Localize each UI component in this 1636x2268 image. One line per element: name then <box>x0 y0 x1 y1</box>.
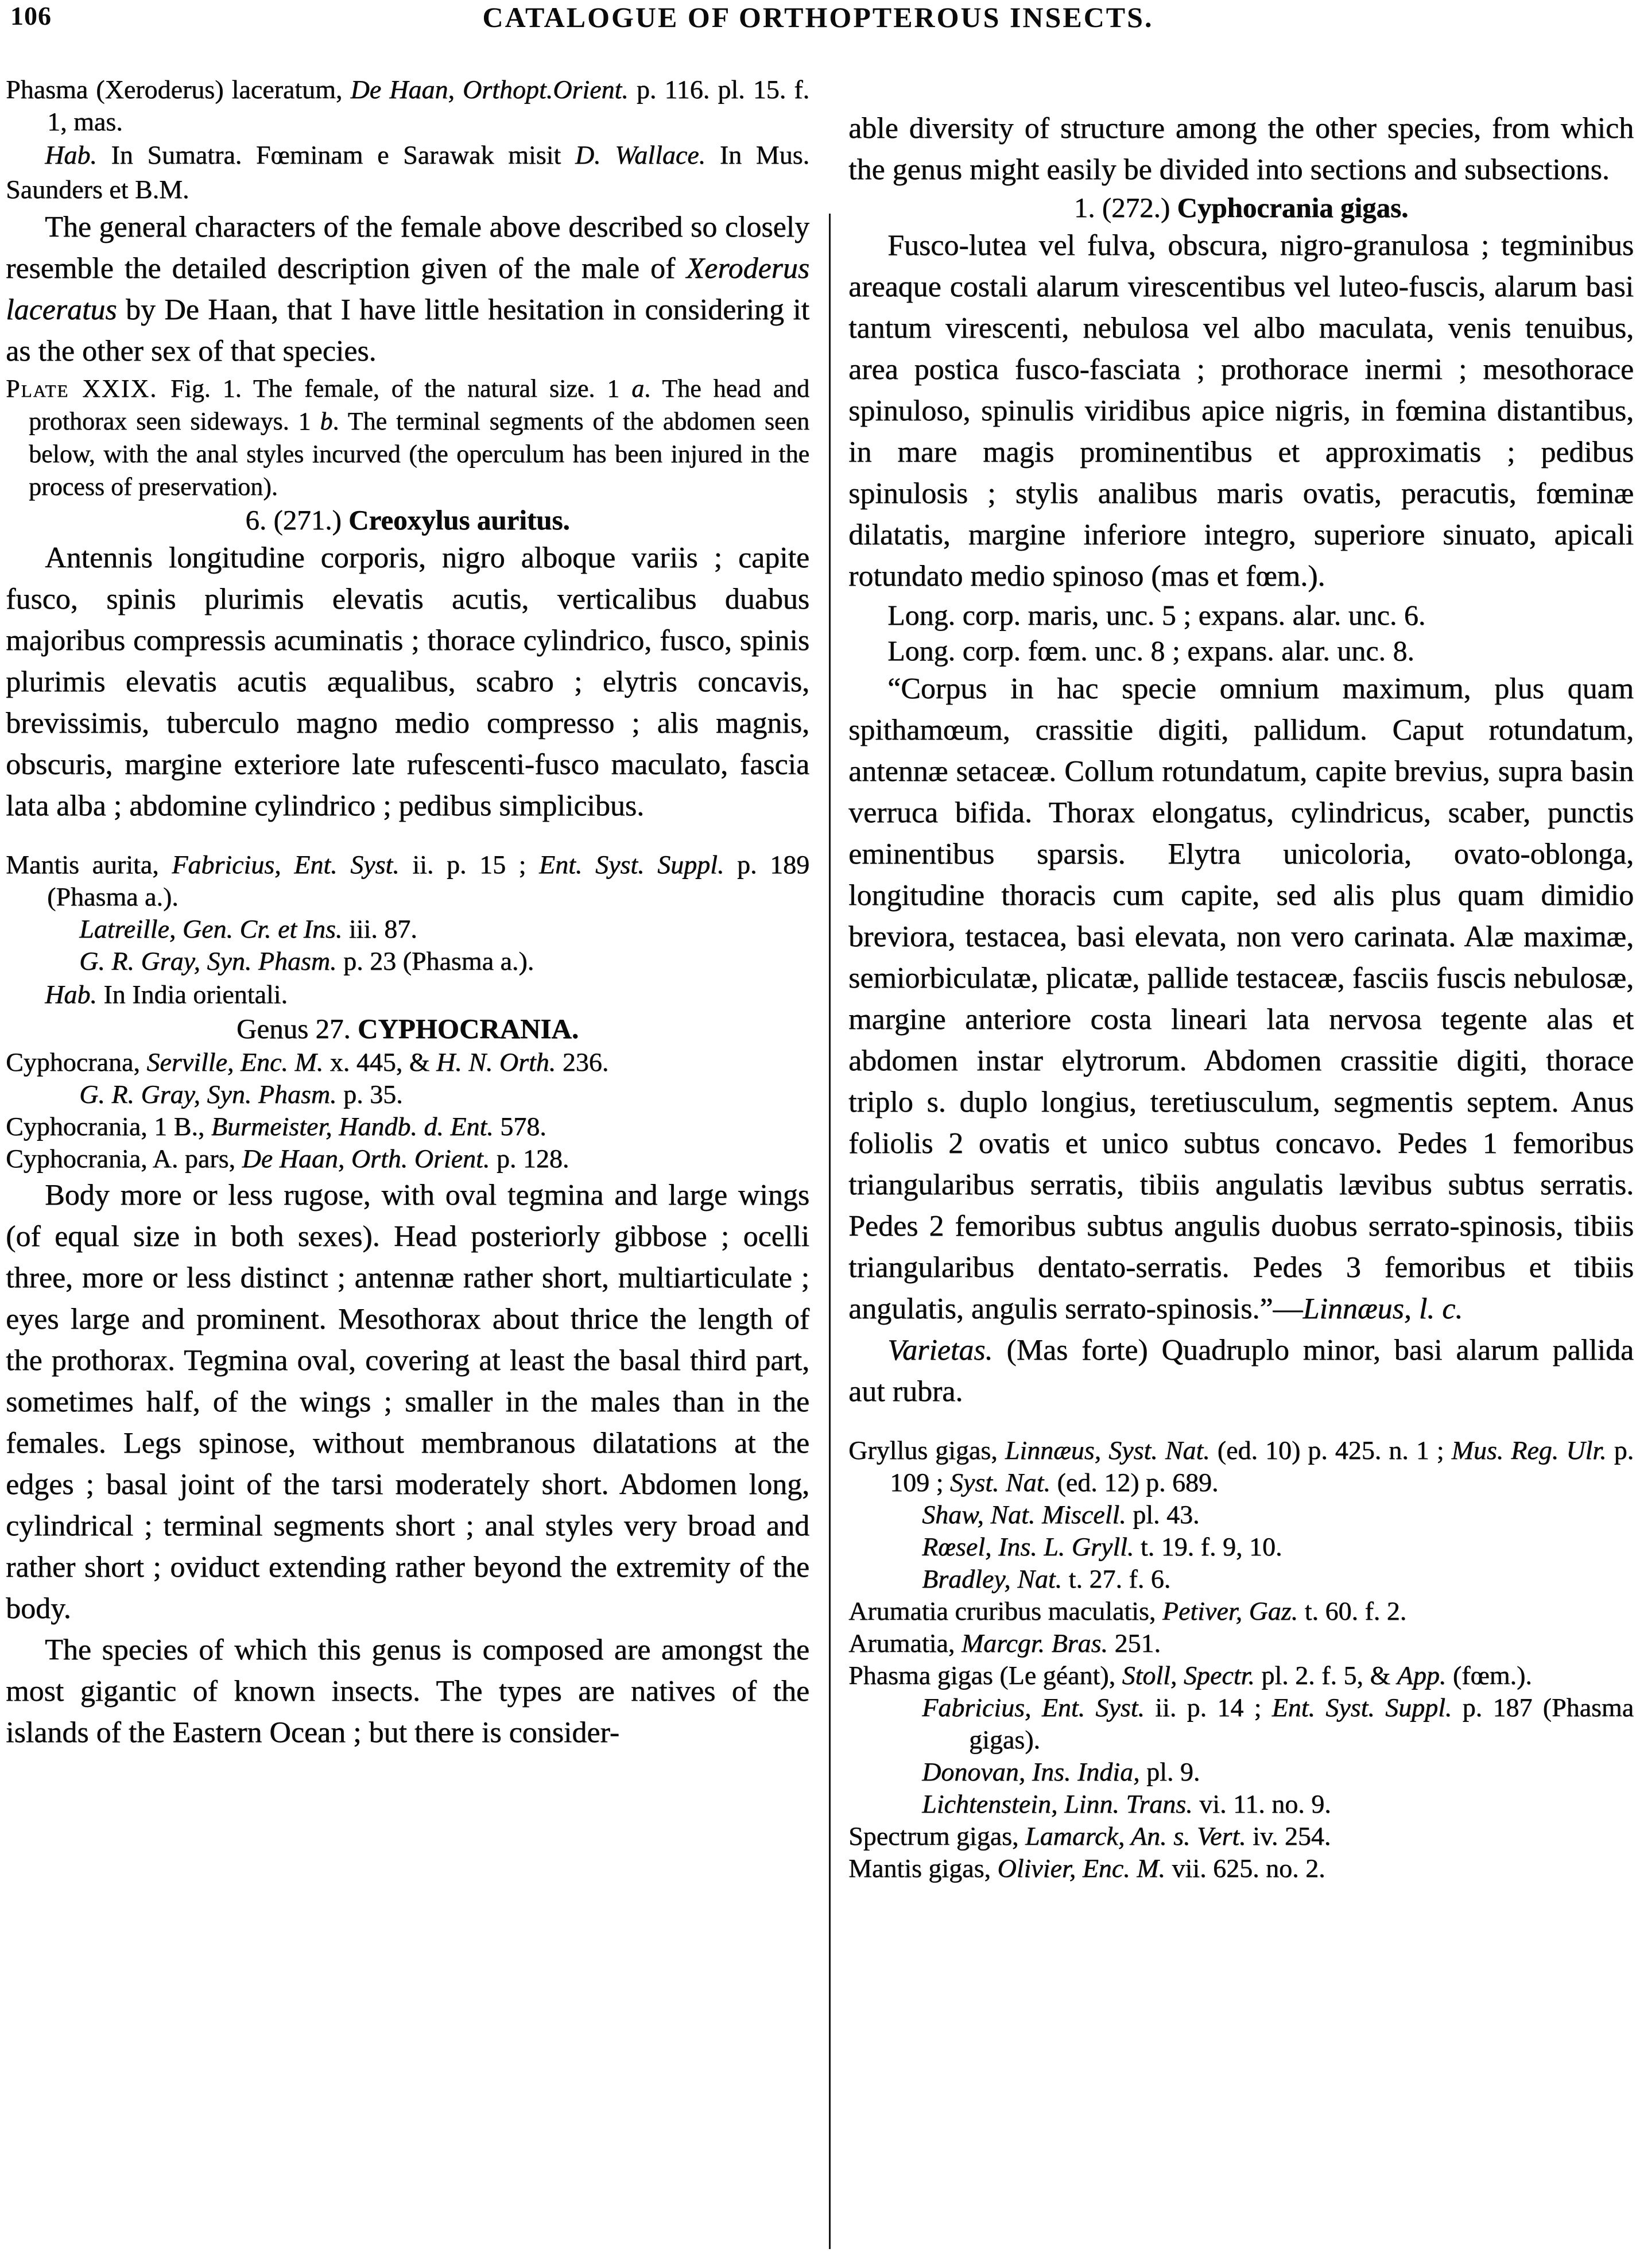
sub-reference-entry: Lichtenstein, Linn. Trans. vi. 11. no. 9. <box>922 1789 1331 1818</box>
right-column <box>848 73 1634 1884</box>
reference-entry: Phasma gigas (Le géant), Stoll, Spectr. pl. 2. f. 5, & App. (fœm.). <box>848 1661 1532 1690</box>
paragraph: Antennis longitudine corporis, nigro alboque variis ; capite fusco, spinis plurimis elevatis acutis, verticalibus duabus majoribus compressis acuminatis ; thorace cylindrico, fusco, spinis plurimis elevatis acutis æqualibus, scabro ; elytris concavis, brevissimis, tuberculo magno medio compresso ; alis magnis, obscuris, margine exteriore late rufescenti-fusco maculato, fascia lata alba ; abdomine cylindrico ; pedibus simplicibus. <box>6 541 809 822</box>
heading-taxon: CYPHOCRANIA. <box>357 1013 579 1044</box>
sub-reference-entry: G. R. Gray, Syn. Phasm. p. 23 (Phasma a.). <box>79 946 534 976</box>
reference-entry: Cyphocrania, 1 B., Burmeister, Handb. d. Ent. 578. <box>6 1112 546 1141</box>
sub-reference-entry: Donovan, Ins. India, pl. 9. <box>922 1757 1200 1786</box>
reference-entry: Phasma (Xeroderus) laceratum, De Haan, Orthopt.Orient. p. 116. pl. 15. f. 1, mas. <box>6 75 809 136</box>
section-heading <box>6 503 809 537</box>
paragraph: The species of which this genus is composed are amongst the most gigantic of known insects. The types are natives of the islands of the Eastern Ocean ; but there is consider- <box>6 1634 809 1749</box>
sub-reference-entry: G. R. Gray, Syn. Phasm. p. 35. <box>79 1079 403 1109</box>
column-divider <box>829 214 831 2249</box>
sub-reference-entry: Rœsel, Ins. L. Gryll. t. 19. f. 9, 10. <box>922 1532 1282 1561</box>
reference-entry: Cyphocrania, A. pars, De Haan, Orth. Orient. p. 128. <box>6 1144 569 1173</box>
sub-reference-entry: Latreille, Gen. Cr. et Ins. iii. 87. <box>79 914 417 943</box>
running-title: CATALOGUE OF ORTHOPTEROUS INSECTS. <box>482 1 1154 33</box>
plate-caption: Plate XXIX. Fig. 1. The female, of the natural size. 1 a. The head and prothorax seen sideways. 1 b. The terminal segments of the abdomen seen below, with the anal styles incurved (the operculum has been injured in the process of preservation). <box>6 374 809 501</box>
section-heading <box>6 1012 809 1046</box>
plate-label: Plate XXIX. <box>6 374 171 402</box>
sub-reference-entry: Fabricius, Ent. Syst. ii. p. 14 ; Ent. Syst. Suppl. p. 187 (Phasma gigas). <box>922 1693 1634 1754</box>
reference-entry: Gryllus gigas, Linnæus, Syst. Nat. (ed. 10) p. 425. n. 1 ; Mus. Reg. Ulr. p. 109 ; Syst. Nat. (ed. 12) p. 689. <box>848 1435 1634 1497</box>
paragraph: able diversity of structure among the other species, from which the genus might easily be divided into sections and subsections. <box>848 112 1634 186</box>
reference-entry: Mantis gigas, Olivier, Enc. M. vii. 625. no. 2. <box>848 1853 1325 1883</box>
reference-entry: Arumatia cruribus maculatis, Petiver, Gaz. t. 60. f. 2. <box>848 1596 1407 1625</box>
heading-taxon: Cyphocrania gigas. <box>1177 192 1409 223</box>
heading-number: 1. (272.) <box>1073 192 1177 223</box>
reference-entry: Cyphocrana, Serville, Enc. M. x. 445, & H. N. Orth. 236. <box>6 1047 609 1077</box>
section-heading <box>848 191 1634 225</box>
reference-entry: Spectrum gigas, Lamarck, An. s. Vert. iv. 254. <box>848 1821 1331 1851</box>
reference-entry: Mantis aurita, Fabricius, Ent. Syst. ii. p. 15 ; Ent. Syst. Suppl. p. 189 (Phasma a.). <box>6 850 810 911</box>
habitat-line: Hab. In India orientali. <box>45 980 288 1009</box>
paragraph: “Corpus in hac specie omnium maximum, plus quam spithamœum, crassitie digiti, pallidum. Caput rotundatum, antennæ setaceæ. Collum rotundatum, capite brevius, supra basin verruca bifida. Thorax elongatus, cylindricus, scaber, punctis eminentibus sparsis. Elytra unicoloria, ovato-oblonga, longitudine thoracis cum capite, sed alis plus quam dimidio breviora, testacea, basi elevata, non vero carinata. Alæ maximæ, semiorbiculatæ, plicatæ, pallide testaceæ, fasciis fuscis nebulosæ, margine anteriore costa lineari lata nervosa tegente alas et abdomen instar elytrorum. Abdomen crassitie digiti, thorace triplo s. duplo longius, teretiusculum, segmentis septem. Anus foliolis 2 ovatis et unico subtus concavo. Pedes 1 femoribus triangularibus serratis, tibiis angulatis lævibus subtus serratis. Pedes 2 femoribus subtus angulis duobus serrato-spinosis, tibiis triangularibus dentato-serratis. Pedes 3 femoribus et tibiis angulatis, angulis serrato-spinosis.”—Linnæus, l. c. <box>848 672 1634 1325</box>
sub-reference-entry: Bradley, Nat. t. 27. f. 6. <box>922 1564 1171 1593</box>
sub-reference-entry: Shaw, Nat. Miscell. pl. 43. <box>922 1500 1200 1529</box>
paragraph: Body more or less rugose, with oval tegmina and large wings (of equal size in both sexes). Head posteriorly gibbose ; ocelli three, more or less distinct ; antennæ rather short, multiarticulate ; eyes large and prominent. Mesothorax about thrice the length of the prothorax. Tegmina oval, covering at least the basal third part, sometimes half, of the wings ; smaller in the males than in the females. Legs spinose, without membranous dilatations at the edges ; basal joint of the tarsi moderately short. Abdomen long, cylindrical ; terminal segments short ; anal styles very broad and rather short ; oviduct extending rather beyond the extremity of the body. <box>6 1179 809 1625</box>
paragraph: Varietas. (Mas forte) Quadruplo minor, basi alarum pallida aut rubra. <box>848 1334 1634 1408</box>
page-number: 106 <box>10 1 52 30</box>
paragraph: The general characters of the female above described so closely resemble the detailed description given of the male of Xeroderus laceratus by De Haan, that I have little hesitation in considering it as the other sex of that species. <box>6 211 809 367</box>
habitat-line: Hab. In Sumatra. Fœminam e Sarawak misit D. Wallace. In Mus. Saunders et B.M. <box>6 140 809 204</box>
heading-taxon: Creoxylus auritus. <box>348 504 570 536</box>
measurement-line: Long. corp. fœm. unc. 8 ; expans. alar. unc. 8. <box>887 634 1414 667</box>
paragraph: Fusco-lutea vel fulva, obscura, nigro-granulosa ; tegminibus areaque costali alarum virescentibus vel luteo-fuscis, alarum basi tantum virescenti, nebulosa vel albo maculata, venis tenuibus, area postica fusco-fasciata ; prothorace inermi ; mesothorace spinuloso, spinulis viridibus apice nigris, in fœmina distantibus, in mare magis prominentibus et approximatis ; pedibus spinulosis ; stylis analibus maris ovatis, peracutis, fœminæ dilatatis, margine inferiore integro, superiore sinuato, apicali rotundato medio spinoso (mas et fœm.). <box>848 229 1634 593</box>
measurement-line: Long. corp. maris, unc. 5 ; expans. alar. unc. 6. <box>887 599 1426 631</box>
heading-number: 6. (271.) <box>245 504 348 536</box>
reference-entry: Arumatia, Marcgr. Bras. 251. <box>848 1628 1161 1658</box>
heading-number: Genus 27. <box>236 1013 358 1044</box>
left-column <box>6 73 809 1754</box>
